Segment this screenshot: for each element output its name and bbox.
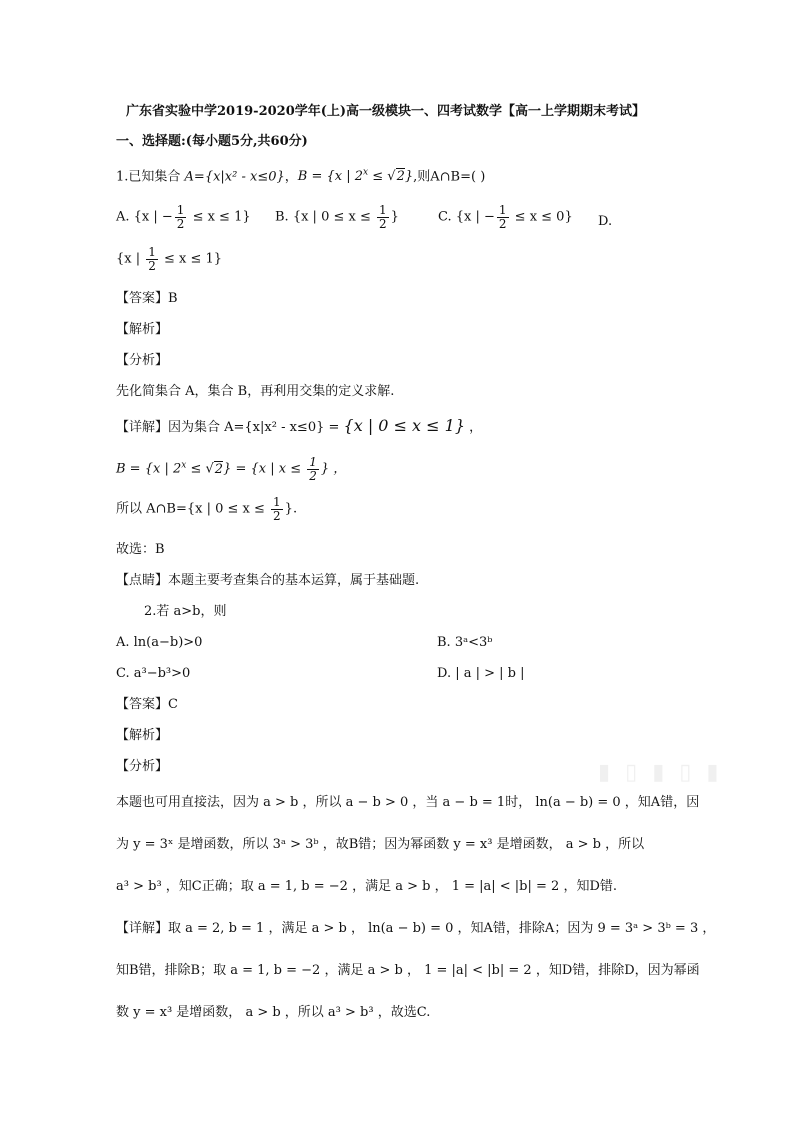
q1-detail-pre: 【详解】因为集合 A={x|x² - x≤0} = xyxy=(116,420,344,435)
q2-analysis-line-3: a³ > b³ ，知C正确；取 a = 1, b = −2 ，满足 a > b ， 1 = |a| < |b| = 2 ，知D错. xyxy=(116,879,618,894)
q1-opt-b-pre: B. {x | 0 ≤ x ≤ xyxy=(275,209,375,225)
q1-option-c xyxy=(438,204,573,230)
q1-opt-d-post: ≤ x ≤ 1} xyxy=(159,251,223,267)
q1-opt-a-post: ≤ x ≤ 1} xyxy=(188,209,251,225)
fraction-half xyxy=(377,204,389,230)
q1-analysis: 先化简集合 A，集合 B，再利用交集的定义求解. xyxy=(116,384,395,399)
q1-set-b-rad: 2 xyxy=(396,169,405,185)
q1-answer: 【答案】B xyxy=(116,291,178,306)
fraction-den: 2 xyxy=(148,258,156,273)
q1-opt-d-pre: {x | xyxy=(116,251,145,267)
q1-line-b-exp: x xyxy=(181,460,187,471)
q1-fenxi: 【分析】 xyxy=(116,353,169,368)
fraction-num: 1 xyxy=(148,245,156,259)
q2-detail-line-1: 【详解】取 a = 2, b = 1 ，满足 a > b ， ln(a − b) = 0 ，知A错，排除A；因为 9 = 3ᵃ > 3ᵇ = 3 ， xyxy=(116,921,716,936)
q1-option-a xyxy=(116,204,251,230)
q1-stem-text: 1.已知集合 xyxy=(116,169,185,185)
q1-choose: 故选：B xyxy=(116,542,165,557)
fraction-half xyxy=(497,204,509,230)
fraction-num: 1 xyxy=(498,203,507,217)
q2-stem: 2.若 a>b，则 xyxy=(144,604,227,619)
q2-option-a: A. ln(a−b)>0 xyxy=(116,635,203,650)
page-title: 广东省实验中学2019-2020学年(上)高一级模块一、四考试数学【高一上学期期末考试】 xyxy=(126,104,646,119)
q1-so-pre: 所以 A∩B={x | 0 ≤ x ≤ xyxy=(116,501,270,517)
q1-so xyxy=(116,496,297,522)
fraction-den: 2 xyxy=(176,216,185,231)
q1-line-b: B = {x | $2^x \le √2\} = \{x$ | x ≤ $\frac{1}{2}$ } ， xyxy=(116,455,347,483)
q1-set-b: B = {x | $2^x \le √2$} xyxy=(297,168,414,185)
fraction-half xyxy=(271,496,283,522)
q2-option-b: B. 3ᵃ<3ᵇ xyxy=(437,635,493,650)
q1-line-b-rad: 2 xyxy=(214,461,224,477)
q2-answer: 【答案】C xyxy=(116,697,178,712)
q1-option-d xyxy=(116,246,222,272)
q1-set-b-post: } xyxy=(404,169,414,185)
q2-analysis-line-1: 本题也可用直接法，因为 a > b ，所以 a − b > 0 ，当 a − b = 1时， ln(a − b) = 0 ，知A错，因 xyxy=(116,795,700,810)
q1-option-d-label: D. xyxy=(598,214,613,229)
q1-stem-tail: ,则A∩B=( ) xyxy=(413,169,486,185)
q1-set-b-mid: ≤ xyxy=(368,169,388,185)
q2-analysis-line-2: 为 y = 3ˣ 是增函数，所以 3ᵃ > 3ᵇ ，故B错；因为幂函数 y = x³ 是增函数， a > b ，所以 xyxy=(116,837,645,852)
q1-jiexi: 【解析】 xyxy=(116,322,169,337)
fraction-half xyxy=(307,456,319,482)
fraction-num: 1 xyxy=(273,495,281,509)
q2-fenxi: 【分析】 xyxy=(116,759,169,774)
fraction-den: 2 xyxy=(498,216,507,231)
q1-detail xyxy=(116,416,482,437)
q1-opt-c-pre: C. {x | − xyxy=(438,209,495,225)
q1-set-a: A={x|x² - x≤0} xyxy=(184,169,285,185)
q1-line-b-mid: ≤ xyxy=(186,461,206,477)
q1-line-b-end: } ， xyxy=(320,461,347,477)
fraction-num: 1 xyxy=(378,203,387,217)
fraction-half xyxy=(146,246,158,272)
q1-line-b-pre: B = {x | 2 xyxy=(116,461,182,477)
fraction-den: 2 xyxy=(378,216,387,231)
watermark-logo: ▮ ▯ ▮ ▯ ▮ xyxy=(598,760,723,785)
q1-opt-c-post: ≤ x ≤ 0} xyxy=(510,209,573,225)
q1-option-b xyxy=(275,204,399,230)
q2-option-d: D. | a | > | b | xyxy=(437,666,525,681)
fraction-den: 2 xyxy=(273,508,281,523)
fraction-half xyxy=(175,204,187,230)
q1-so-post: }. xyxy=(284,501,298,517)
q2-option-c: C. a³−b³>0 xyxy=(116,666,191,681)
q1-opt-b-post: } xyxy=(390,209,399,225)
fraction-num: 1 xyxy=(309,455,317,469)
q1-line-b-post: } = {x | x ≤ xyxy=(223,461,306,477)
q1-dianjing: 【点睛】本题主要考查集合的基本运算，属于基础题. xyxy=(116,573,420,588)
fraction-num: 1 xyxy=(176,203,185,217)
q2-jiexi: 【解析】 xyxy=(116,728,169,743)
q2-detail-line-2: 知B错，排除B；取 a = 1, b = −2 ，满足 a > b ， 1 = |a| < |b| = 2 ，知D错，排除D，因为幂函 xyxy=(116,963,700,978)
fraction-den: 2 xyxy=(309,468,317,483)
q1-opt-a-pre: A. {x | − xyxy=(116,209,173,225)
q2-detail-line-3: 数 y = x³ 是增函数， a > b ，所以 a³ > b³ ，故选C. xyxy=(116,1005,431,1020)
q1-set-b-exp: x xyxy=(363,168,369,178)
q1-stem xyxy=(116,168,485,186)
section-heading: 一、选择题:(每小题5分,共60分) xyxy=(116,134,308,149)
q1-detail-set: {x | 0 ≤ x ≤ 1} xyxy=(343,416,466,435)
q1-detail-tail: ， xyxy=(465,420,483,435)
q1-set-b-pre: B = {x | 2 xyxy=(297,169,364,185)
q1-sep: ， xyxy=(284,169,298,185)
